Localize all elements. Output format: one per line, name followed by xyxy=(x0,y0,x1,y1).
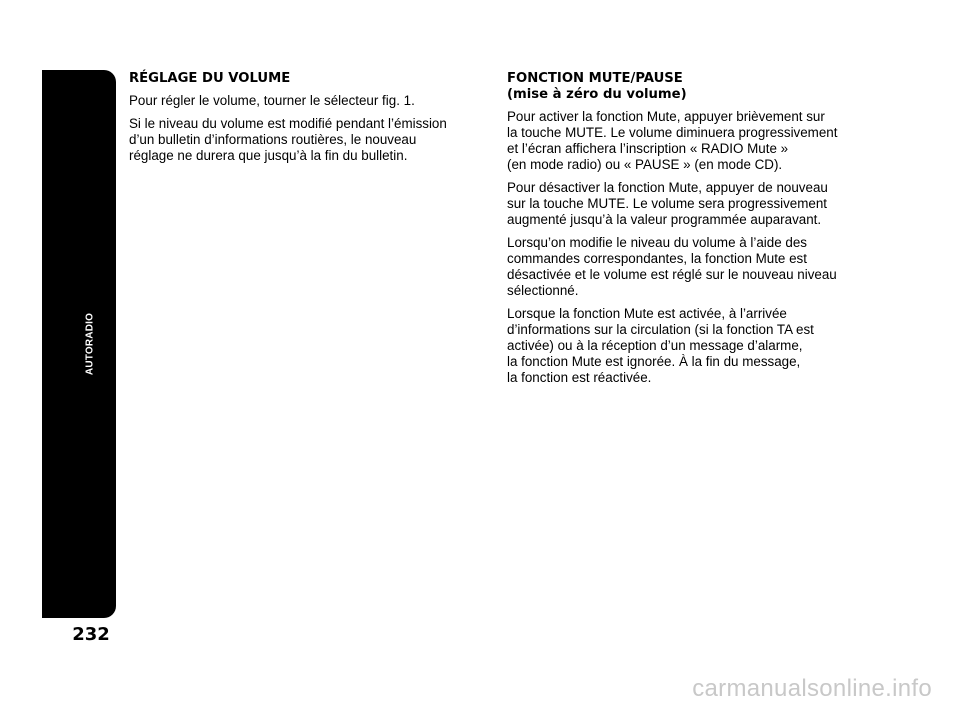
text-line: désactivée et le volume est réglé sur le nouveau niveau xyxy=(507,267,837,282)
text-line: et l’écran affichera l’inscription « RADIO Mute » xyxy=(507,141,789,156)
paragraph xyxy=(507,109,862,173)
text-line: sélectionné. xyxy=(507,283,579,298)
section-label: AUTORADIO xyxy=(84,312,96,376)
text-line: la touche MUTE. Le volume diminuera progressivement xyxy=(507,125,838,140)
text-line: la fonction Mute est ignorée. À la fin du message, xyxy=(507,354,801,369)
mute-heading: FONCTION MUTE/PAUSE xyxy=(507,71,683,86)
text-line: Si le niveau du volume est modifié pendant l’émission xyxy=(129,116,447,131)
section-side-tab xyxy=(42,70,116,618)
text-line: (en mode radio) ou « PAUSE » (en mode CD). xyxy=(507,157,783,172)
volume-heading: RÉGLAGE DU VOLUME xyxy=(129,71,291,86)
text-line: sur la touche MUTE. Le volume sera progressivement xyxy=(507,196,828,211)
paragraph xyxy=(129,93,474,109)
text-line: Pour régler le volume, tourner le sélecteur fig. 1. xyxy=(129,93,415,108)
text-line: augmenté jusqu’à la valeur programmée auparavant. xyxy=(507,212,822,227)
text-line: Pour désactiver la fonction Mute, appuyer de nouveau xyxy=(507,180,828,195)
right-column xyxy=(507,71,862,386)
text-line: la fonction est réactivée. xyxy=(507,370,652,385)
mute-subheading: (mise à zéro du volume) xyxy=(507,87,687,102)
paragraph xyxy=(507,180,862,228)
text-line: Lorsque la fonction Mute est activée, à l’arrivée xyxy=(507,306,787,321)
text-line: commandes correspondantes, la fonction Mute est xyxy=(507,251,807,266)
paragraph xyxy=(507,306,862,386)
text-line: Lorsqu’on modifie le niveau du volume à l’aide des xyxy=(507,235,807,250)
watermark: carmanualsonline.info xyxy=(692,675,932,702)
text-line: Pour activer la fonction Mute, appuyer brièvement sur xyxy=(507,109,825,124)
page-number: 232 xyxy=(72,624,110,645)
text-line: activée) ou à la réception d’un message d’alarme, xyxy=(507,338,803,353)
paragraph xyxy=(129,116,474,164)
left-column xyxy=(129,71,474,164)
text-line: d’un bulletin d’informations routières, le nouveau xyxy=(129,132,417,147)
text-line: réglage ne durera que jusqu’à la fin du bulletin. xyxy=(129,148,408,163)
paragraph xyxy=(507,235,862,299)
text-line: d’informations sur la circulation (si la fonction TA est xyxy=(507,322,814,337)
